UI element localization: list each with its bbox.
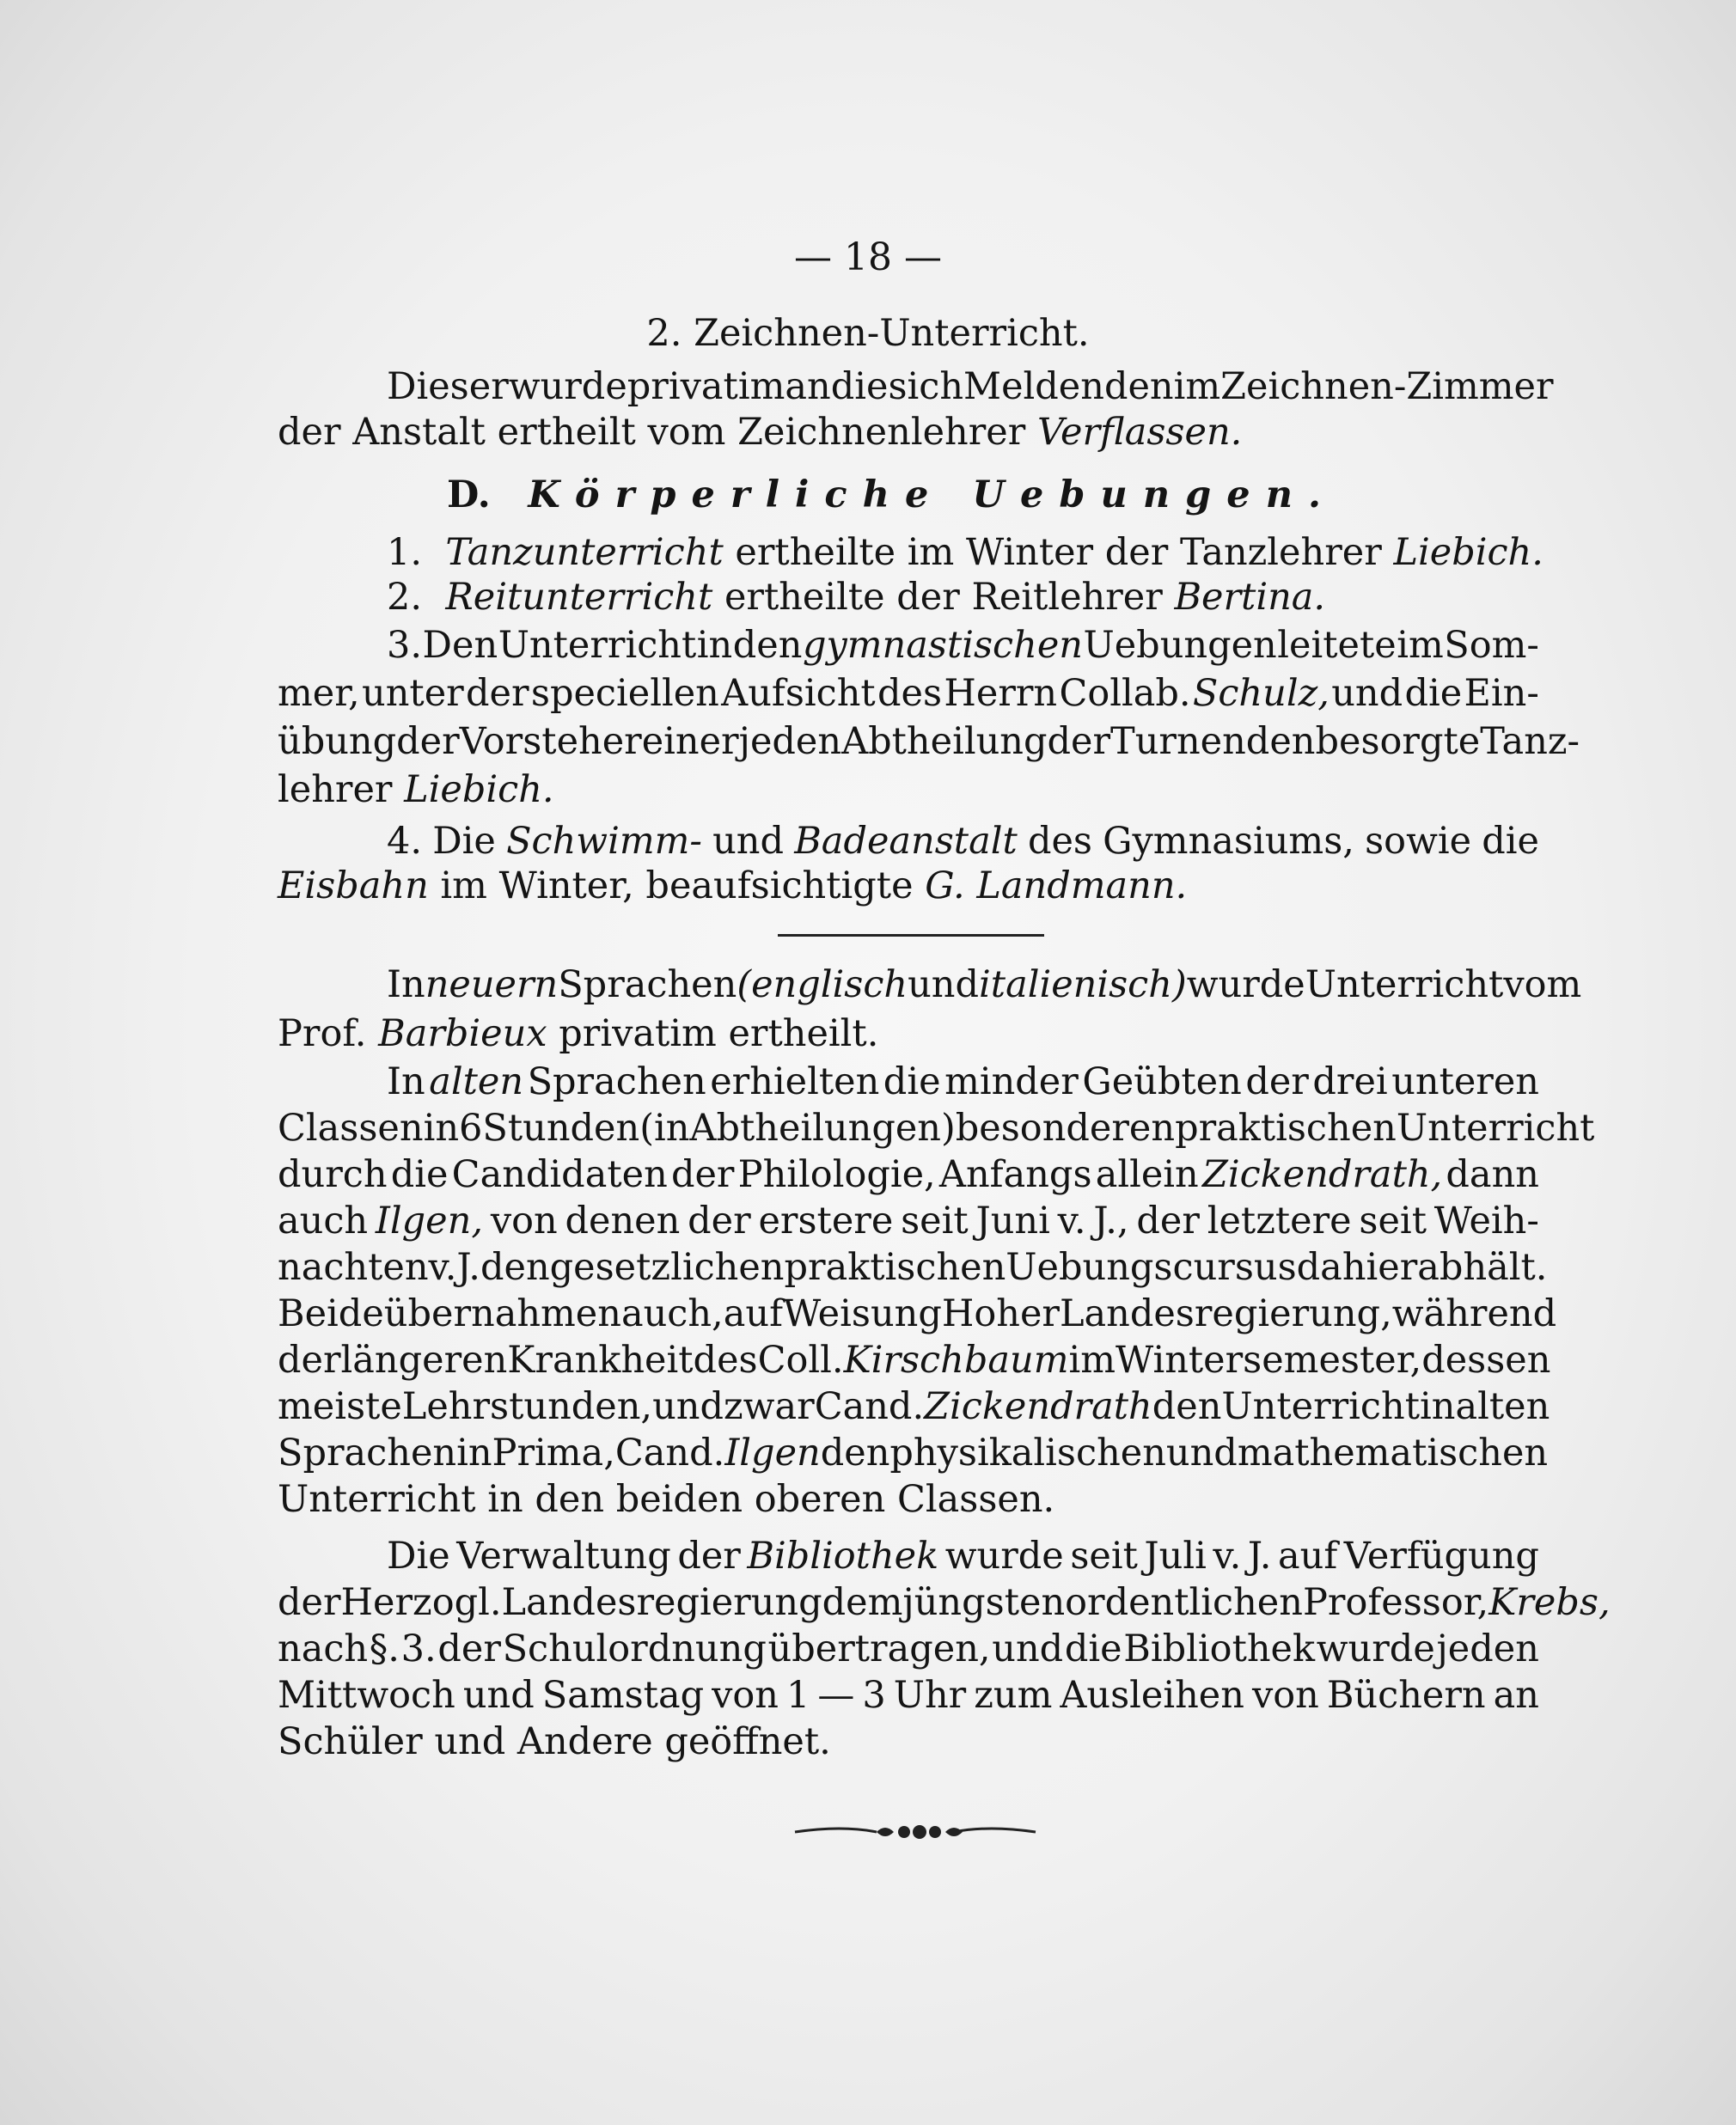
para-2-line-10: Unterricht in den beiden oberen Classen. bbox=[278, 1478, 1055, 1521]
item-3-line-4: lehrer Liebich. bbox=[278, 768, 554, 811]
drawing-line-1: Dieser wurde privatim an die sich Meldenden im Zeichnen-Zimmer bbox=[387, 365, 1554, 408]
para-2-line-3: durch die Candidaten der Philologie, Anfangs allein Zickendrath, dann bbox=[278, 1153, 1539, 1196]
para-2-line-4: auch Ilgen, von denen der erstere seit Juni v. J., der letztere seit Weih- bbox=[278, 1200, 1539, 1243]
para-2-line-1: In alten Sprachen erhielten die minder Geübten der drei unteren bbox=[387, 1060, 1539, 1103]
item-1: 1. Tanzunterricht ertheilte im Winter der Tanzlehrer Liebich. bbox=[387, 531, 1543, 574]
item-4-line-2: Eisbahn im Winter, beaufsichtigte G. Landmann. bbox=[278, 864, 1188, 907]
item-3-line-3: übung der Vorsteher einer jeden Abtheilung der Turnenden besorgte Tanz- bbox=[278, 720, 1580, 763]
para-1-line-2: Prof. Barbieux privatim ertheilt. bbox=[278, 1012, 879, 1055]
para-2-line-7: der längeren Krankheit des Coll. Kirschbaum im Wintersemester, dessen bbox=[278, 1339, 1551, 1382]
section-divider bbox=[778, 934, 1044, 937]
para-3-line-2: der Herzogl. Landesregierung dem jüngsten ordentlichen Professor, Krebs, bbox=[278, 1581, 1611, 1624]
drawing-line-2: der Anstalt ertheilt vom Zeichnenlehrer Verflassen. bbox=[278, 411, 1243, 454]
section-heading-drawing: 2. Zeichnen-Unterricht. bbox=[646, 312, 1090, 355]
para-3-line-3: nach §. 3. der Schulordnung übertragen, und die Bibliothek wurde jeden bbox=[278, 1627, 1539, 1670]
para-1-line-1: In neuern Sprachen (englisch und italienisch) wurde Unterricht vom bbox=[387, 963, 1582, 1006]
page-number: — 18 — bbox=[794, 235, 942, 279]
para-2-line-5: nachten v. J. den gesetzlichen praktischen Uebungscursus dahier abhält. bbox=[278, 1246, 1548, 1289]
item-4-line-1: 4. Die Schwimm- und Badeanstalt des Gymnasiums, sowie die bbox=[387, 820, 1539, 863]
item-3-line-1: 3. Den Unterricht in den gymnastischen Uebungen leitete im Som- bbox=[387, 624, 1539, 667]
para-2-line-9: Sprachen in Prima, Cand. Ilgen den physikalischen und mathematischen bbox=[278, 1432, 1549, 1475]
ornament-divider-icon bbox=[791, 1815, 1040, 1849]
para-2-line-2: Classen in 6 Stunden (in Abtheilungen) besonderen praktischen Unterricht bbox=[278, 1107, 1595, 1150]
para-2-line-6: Beide übernahmen auch, auf Weisung Hoher Landesregierung, während bbox=[278, 1292, 1557, 1335]
para-3-line-1: Die Verwaltung der Bibliothek wurde seit Juli v. J. auf Verfügung bbox=[387, 1535, 1539, 1578]
item-3-line-2: mer, unter der speciellen Aufsicht des Herrn Collab. Schulz, und die Ein- bbox=[278, 672, 1539, 715]
section-heading-physical: D. Körperliche Uebungen. bbox=[447, 473, 1337, 516]
para-3-line-5: Schüler und Andere geöffnet. bbox=[278, 1720, 831, 1763]
para-3-line-4: Mittwoch und Samstag von 1 — 3 Uhr zum Ausleihen von Büchern an bbox=[278, 1674, 1539, 1717]
para-2-line-8: meiste Lehrstunden, und zwar Cand. Zickendrath den Unterricht in alten bbox=[278, 1385, 1550, 1428]
item-2: 2. Reitunterricht ertheilte der Reitlehrer Bertina. bbox=[387, 576, 1326, 619]
